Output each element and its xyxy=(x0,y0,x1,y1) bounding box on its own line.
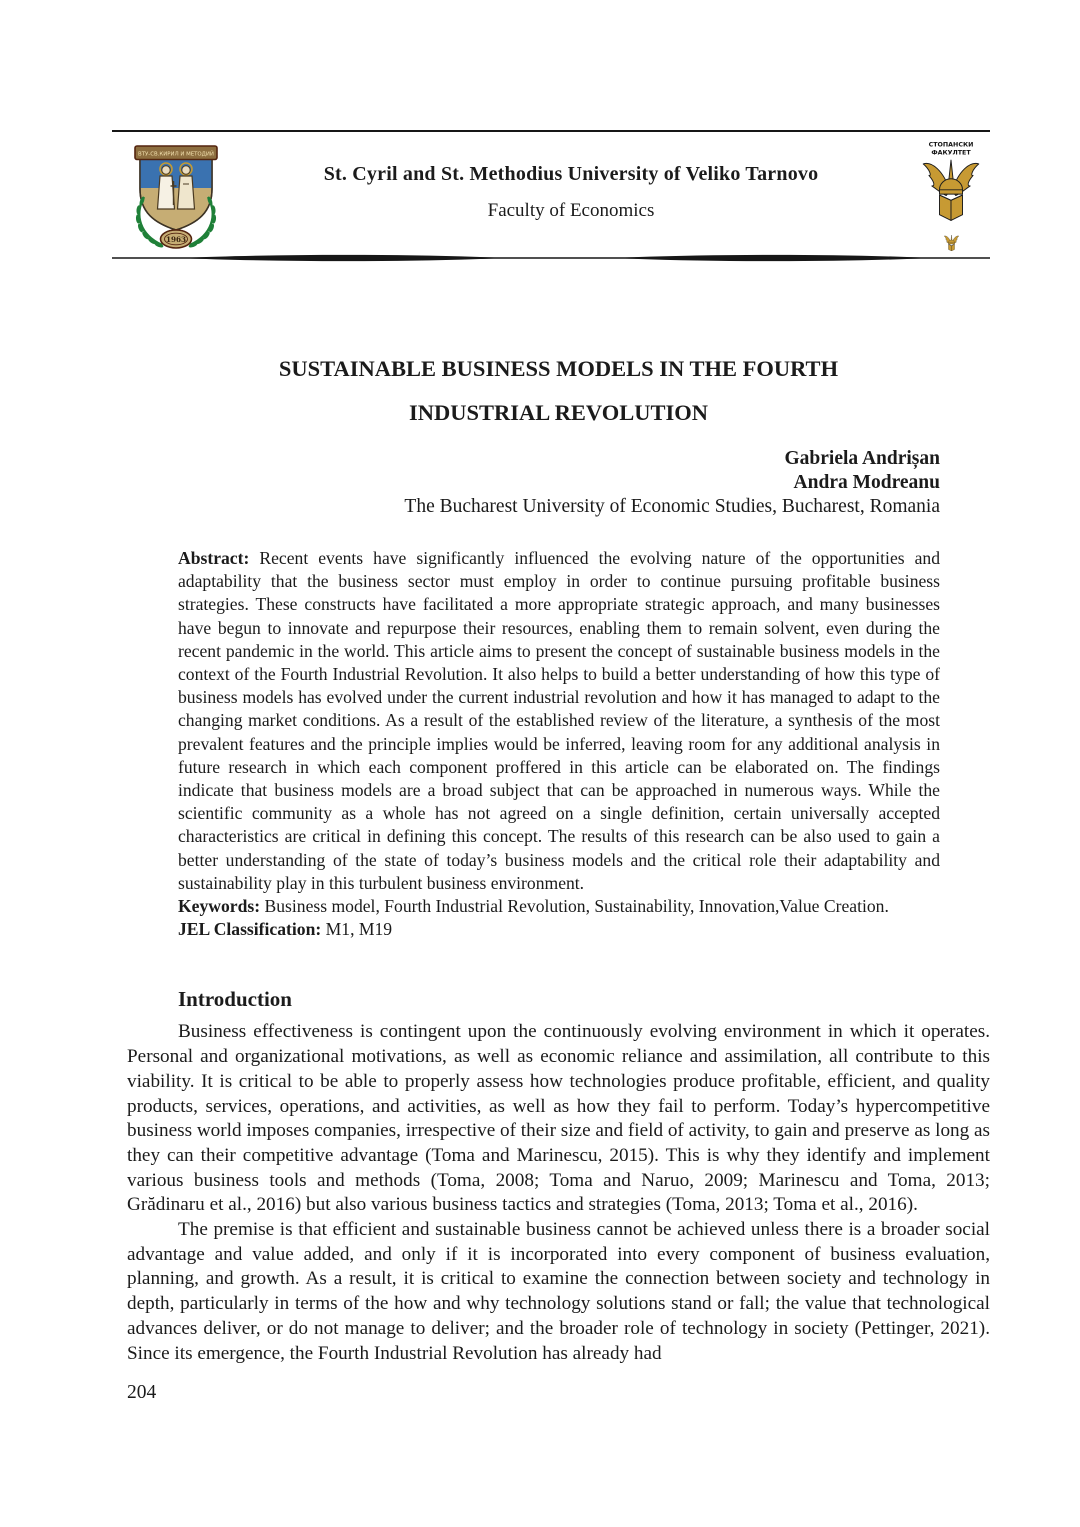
university-name: St. Cyril and St. Methodius University of Veliko Tarnovo xyxy=(323,163,819,185)
header-divider xyxy=(112,253,990,263)
svg-text:1963: 1963 xyxy=(165,235,187,244)
page-number: 204 xyxy=(127,1382,157,1404)
jel-text: M1, M19 xyxy=(325,919,393,940)
keywords-label: Keywords: xyxy=(178,896,261,917)
title-line-2: INDUSTRIAL REVOLUTION xyxy=(409,400,708,425)
affiliation: The Bucharest University of Economic Studies, Bucharest, Romania xyxy=(404,496,940,517)
university-crest-icon xyxy=(126,139,226,251)
keywords-text: Business model, Fourth Industrial Revolution, Sustainability, Innovation,Value Creation. xyxy=(264,896,889,917)
faculty-emblem-small-icon xyxy=(944,235,959,251)
faculty-name: Faculty of Economics xyxy=(487,200,655,221)
article-body xyxy=(127,347,990,1404)
keywords-line xyxy=(178,895,940,918)
crest-year xyxy=(161,230,192,248)
svg-text:ВТУ-СВ.КИРИЛ И МЕТОДИЙ: ВТУ-СВ.КИРИЛ И МЕТОДИЙ xyxy=(138,151,214,158)
author-name: Andra Modreanu xyxy=(793,472,940,493)
jel-line xyxy=(178,918,940,941)
abstract-text: Recent events have significantly influenced the evolving nature of the opportunities and adaptability that the business sector must employ in order to continue pursuing profitable business strategies. These constructs have facilitated a more appropriate strategic approach, and many businesses have begun to innovate and repurpose their resources, enabling them to remain solvent, even during the recent pandemic in the world. This article aims to present the concept of sustainable business models in the context of the Fourth Industrial Revolution. It also helps to build a better understanding of how this type of business models has evolved under the current industrial revolution and how it has managed to adapt to the changing market conditions. As a result of the established review of the literature, a synthesis of the most prevalent features and the principle implies would be inferred, leaving room for any additional analysis in future research in which each component proffered in this article can be elaborated on. The findings indicate that business models are a broad subject that can be approached in numerous ways. While the scientific community as a whole has not agreed on a single definition, certain universally accepted characteristics are critical in defining this concept. The results of this research can be also used to gain a better understanding of the state of today’s business models and the critical role their adaptability and sustainability play in this turbulent business environment. xyxy=(178,548,941,893)
faculty-emblem xyxy=(916,139,986,251)
paragraph: The premise is that efficient and sustainable business cannot be achieved unless there is a broader social advantage and value added, and only if it is incorporated into every component of business evaluation, planning, and growth. As a result, it is critical to examine the connection between society and technology in depth, particularly in terms of the how and why technology solutions stand or fall; the value that technological advances deliver, or do not manage to deliver; and the broader role of technology in society (Pettinger, 2021). Since its emergence, the Fourth Industrial Revolution has already had xyxy=(127,1219,990,1364)
jel-label: JEL Classification: xyxy=(178,919,322,940)
paragraph: Business effectiveness is contingent upon the continuously evolving environment in which it operates. Personal and organizational motivations, as well as economic reliance and assimilation, all contribute to this viability. It is critical to be able to properly assess how technologies produce profitable, efficient, and quality products, services, operations, and activities, as well as how they fail to perform. Today’s hypercompetitive business world imposes companies, irrespective of their size and field of activity, to gain and preserve as long as they can their competitive advantage (Toma and Marinescu, 2015). This is why they identify and implement various business tools and methods (Toma, 2008; Toma and Naruo, 2009; Marinescu and Toma, 2013; Grădinaru et al., 2016) but also various business tactics and strategies (Toma, 2013; Toma et al., 2016). xyxy=(127,1021,991,1216)
introduction-heading: Introduction xyxy=(178,987,292,1012)
author-name: Gabriela Andrișan xyxy=(784,448,940,469)
svg-text:ФАКУЛТЕТ: ФАКУЛТЕТ xyxy=(931,149,971,157)
svg-text:СТОПАНСКИ: СТОПАНСКИ xyxy=(928,141,974,149)
crest-banner xyxy=(135,146,217,160)
abstract-label: Abstract: xyxy=(178,548,250,568)
faculty-emblem-icon xyxy=(919,139,983,231)
author-block xyxy=(127,447,940,519)
abstract-paragraph xyxy=(178,547,940,895)
article-title xyxy=(127,347,990,435)
introduction-section xyxy=(127,987,990,1366)
abstract-block xyxy=(178,547,940,941)
journal-header xyxy=(112,130,990,263)
title-line-1: SUSTAINABLE BUSINESS MODELS IN THE FOURTH xyxy=(278,356,839,381)
